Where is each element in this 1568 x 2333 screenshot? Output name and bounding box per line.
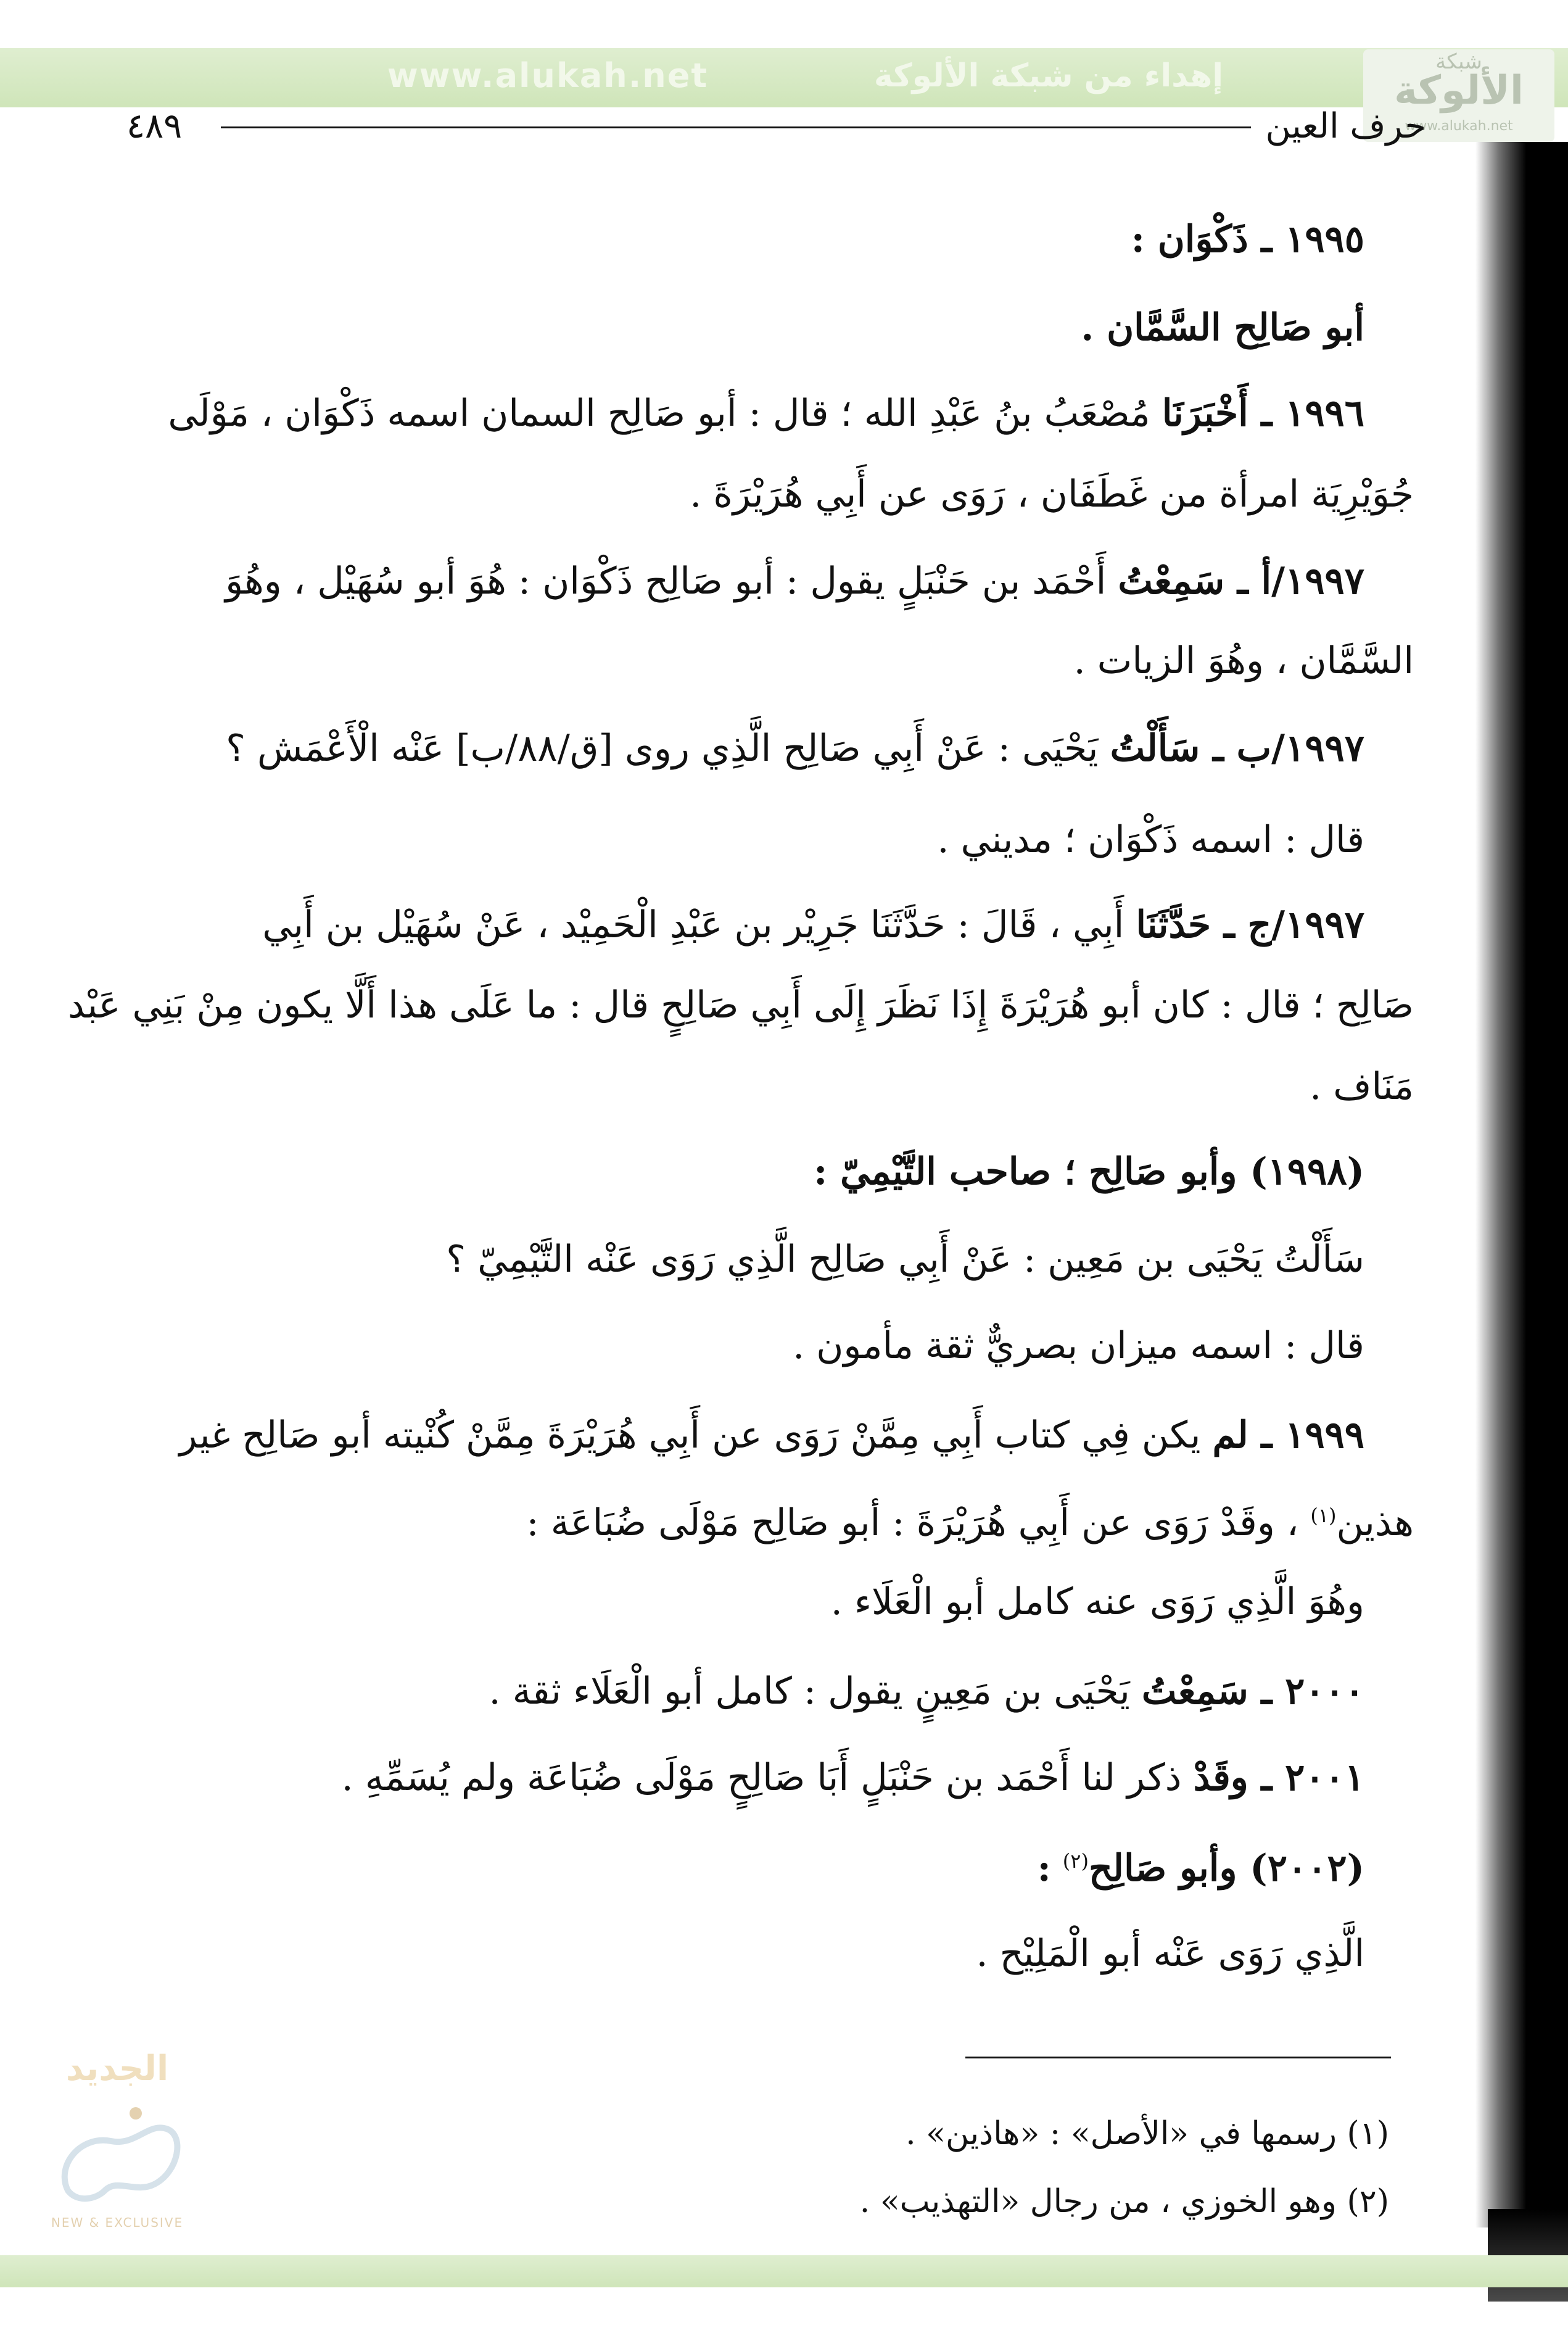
entry-2000-line-1: ٢٠٠٠ ـ سَمِعْتُ يَحْيَى بن مَعِينٍ يقول : كامل أبو الْعَلَاء ثقة . [489, 1670, 1364, 1713]
footnote-2: (٢) وهو الخوزي ، من رجال «التهذيب» . [859, 2183, 1389, 2220]
publisher-watermark [19, 2049, 216, 2234]
entry-1996-line-2: جُوَيْرِيَة امرأة من غَطَفَان ، رَوَى عن أَبِي هُرَيْرَةَ . [690, 473, 1414, 516]
banner-site-url: www.alukah.net [387, 56, 709, 95]
entry-1997b-line-2: قال : اسمه ذَكْوَان ؛ مديني . [937, 818, 1364, 861]
entry-2001-line-1: ٢٠٠١ ـ وقَدْ ذكر لنا أَحْمَد بن حَنْبَلٍ أَبَا صَالِحٍ مَوْلَى ضُبَاعَة ولم يُسَمِّهِ . [341, 1756, 1364, 1799]
footnote-ref-1: (١) [1310, 1504, 1337, 1527]
logo-top-text: شبكة [1435, 49, 1482, 74]
entry-1997b-line-1: ١٩٩٧/ب ـ سَأَلْتُ يَحْيَى : عَنْ أَبِي صَالِح الَّذِي روى [ق/٨٨/ب] عَنْه الْأَعْمَش ؟ [226, 727, 1364, 770]
scan-shadow-edge [1475, 142, 1568, 2227]
entry-2002-line-1: الَّذِي رَوَى عَنْه أبو الْمَلِيْح . [976, 1932, 1364, 1975]
entry-1999-line-1: ١٩٩٩ ـ لم يكن فِي كتاب أَبِي مِمَّنْ رَوَى عن أَبِي هُرَيْرَةَ مِمَّنْ كُنْيته أبو صَالِح غير [179, 1414, 1364, 1457]
entry-1998-line-2: قال : اسمه ميزان بصريٌّ ثقة مأمون . [793, 1324, 1364, 1367]
chapter-title: حرف العين [1265, 106, 1426, 146]
banner-gift-text: إهداء من شبكة الألوكة [873, 57, 1224, 94]
entry-1997a-line-1: ١٩٩٧/أ ـ سَمِعْتُ أَحْمَد بن حَنْبَلٍ يقول : أبو صَالِح ذَكْوَان : هُوَ أبو سُهَيْل ، وهُوَ [225, 560, 1364, 603]
bottom-band [0, 2255, 1568, 2287]
entry-1997c-line-1: ١٩٩٧/ج ـ حَدَّثَنَا أَبِي ، قَالَ : حَدَّثَنَا جَرِيْر بن عَبْدِ الْحَمِيْد ، عَنْ سُهَيْل بن أَبِي [262, 903, 1364, 947]
entry-1999-line-3: وهُوَ الَّذِي رَوَى عنه كامل أبو الْعَلَاء . [830, 1580, 1364, 1623]
header-rule [221, 126, 1251, 128]
entry-1997a-line-2: السَّمَّان ، وهُوَ الزيات . [1073, 639, 1414, 682]
footnote-ref-2: (٢) [1062, 1849, 1089, 1873]
entry-1999-line-2: هذين$^{(١)}$ ، وقَدْ رَوَى عن أَبِي هُرَيْرَةَ : أبو صَالِح مَوْلَى ضُبَاعَة : [526, 1501, 1414, 1544]
logo-name: الألوكة [1394, 68, 1524, 114]
top-banner [0, 48, 1568, 107]
entry-1995-text: أبو صَالِح السَّمَّان . [1081, 306, 1364, 349]
entry-1998-heading: (١٩٩٨) وأبو صَالِح ؛ صاحب التَّيْمِيّ : [814, 1150, 1364, 1193]
entry-1997c-line-2: صَالِح ؛ قال : كان أبو هُرَيْرَةَ إِذَا نَظَرَ إِلَى أَبِي صَالِحٍ قال : ما عَلَى هذا أَلَّا يكون مِنْ بَنِي عَبْد [67, 984, 1414, 1027]
entry-1998-line-1: سَأَلْتُ يَحْيَى بن مَعِين : عَنْ أَبِي صَالِح الَّذِي رَوَى عَنْه التَّيْمِيّ ؟ [446, 1238, 1364, 1281]
footnote-rule [965, 2057, 1391, 2058]
footnote-1: (١) رسمها في «الأصل» : «هاذين» . [906, 2115, 1389, 2152]
entry-1997c-line-3: مَنَاف . [1310, 1065, 1414, 1108]
entry-1996-line-1: ١٩٩٦ ـ أَخْبَرَنَا مُصْعَبُ بنُ عَبْدِ الله ؛ قال : أبو صَالِح السمان اسمه ذَكْوَان ، مَوْلَى [168, 392, 1364, 435]
logo-url: www.alukah.net [1405, 118, 1513, 134]
page-number: ٤٨٩ [126, 106, 183, 146]
watermark-title: الجديد [65, 2049, 169, 2089]
watermark-tagline: NEW & EXCLUSIVE [51, 2215, 184, 2230]
entry-1995-heading: ١٩٩٥ ـ ذَكْوَان : [1131, 218, 1364, 261]
entry-2002-heading: (٢٠٠٢) وأبو صَالِح$^{(٢)}$ : [1037, 1847, 1364, 1890]
watermark-emblem-icon [43, 2098, 191, 2215]
